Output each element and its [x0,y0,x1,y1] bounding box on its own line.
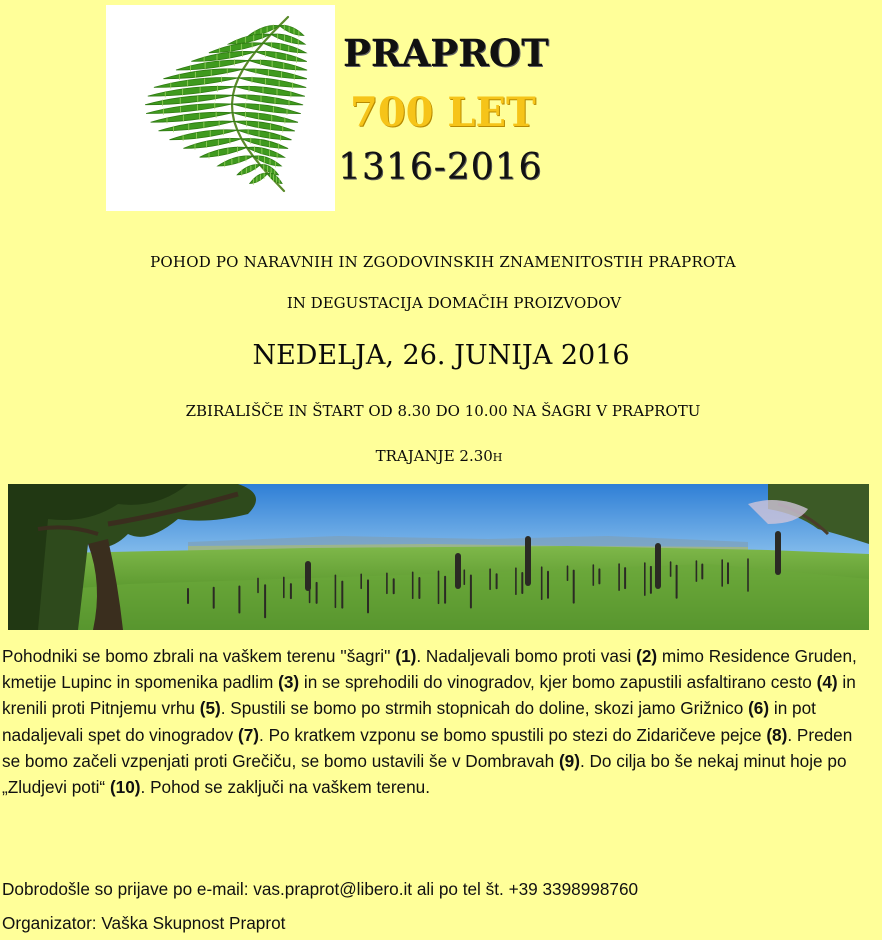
organizer-info: Organizator: Vaška Skupnost Praprot [2,913,286,933]
route-description [2,643,874,800]
route-stop-number: (9) [558,750,580,771]
description-text: . Nadaljevali bomo proti vasi [416,646,637,666]
description-text: in krenili proti Pitnjemu vrhu [2,672,856,719]
description-text: . Spustili se bomo po strmih stopnicah do doline, skozi jamo Grižnico [220,698,749,719]
route-stop-number: (3) [278,672,300,693]
description-text: . Preden se bomo začeli vzpenjati proti Grečiču, se bomo ustavili še v Dombravah [2,724,853,771]
event-heading-line1: POHOD PO NARAVNIH IN ZGODOVINSKIH ZNAMENITOSTIH PRAPROTA [150,253,736,271]
route-stop-number: (5) [199,698,221,719]
route-stop-number: (4) [816,672,838,693]
description-text: mimo Residence Gruden, kmetije Lupinc in spomenika padlim [2,646,857,693]
registration-info: Dobrodošle so prijave po e-mail: vas.praprot@libero.it ali po tel št. +39 3398998760 [2,879,639,899]
route-stop-number: (1) [395,646,417,666]
description-text: . Pohod se zaključi na vaškem terenu. [140,777,430,798]
vineyard-panorama [8,484,869,630]
fern-leaf-icon [106,5,335,211]
event-duration: TRAJANJE 2.30h [375,447,503,465]
description-text: . Do cilja bo še nekaj minut hoje po „Zludjevi poti“ [2,750,847,798]
description-text: Pohodniki se bomo zbrali na vaškem terenu ''šagri'' [2,646,396,666]
route-stop-number: (10) [109,777,141,798]
fern-logo [106,5,335,211]
route-stop-number: (7) [238,724,260,745]
event-heading-line2: IN DEGUSTACIJA DOMAČIH PROIZVODOV [286,294,622,312]
year-range: 1316-2016 [338,147,543,188]
anniversary-subtitle: 700 LET [350,89,536,136]
route-stop-number: (8) [766,724,788,745]
page-title: PRAPROT [343,31,549,75]
description-text: in pot nadaljevali spet do vinogradov [2,698,816,745]
route-stop-number: (2) [636,646,658,666]
meeting-point: ZBIRALIŠČE IN ŠTART OD 8.30 DO 10.00 NA ŠAGRI V PRAPROTU [185,402,701,420]
description-text: in se sprehodili do vinogradov, kjer bomo zapustili asfaltirano cesto [299,672,817,693]
event-date: NEDELJA, 26. JUNIJA 2016 [252,340,630,371]
description-text: . Po kratkem vzponu se bomo spustili po stezi do Zidaričeve pejce [259,724,767,745]
route-stop-number: (6) [748,698,770,719]
